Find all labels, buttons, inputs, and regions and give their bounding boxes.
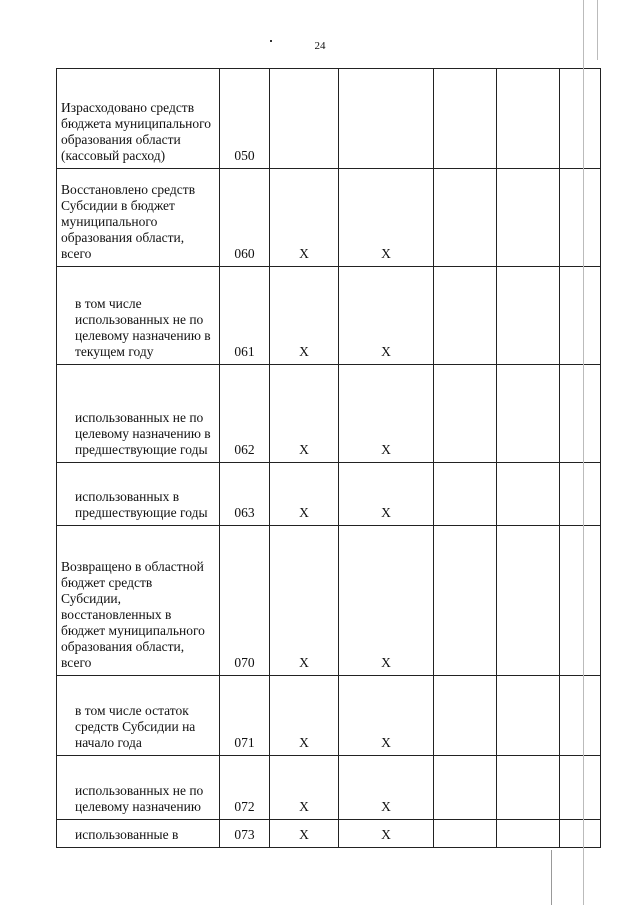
table-row (57, 365, 601, 463)
scan-edge-line (583, 0, 584, 905)
row-label: Израсходовано средств бюджета муниципального образования области (кассовый расход) (57, 69, 220, 169)
empty-cell (560, 169, 601, 267)
empty-cell (560, 526, 601, 676)
empty-cell (434, 169, 497, 267)
row-code: 060 (220, 169, 270, 267)
row-label: в том числе использованных не по целевому назначению в текущем году (57, 267, 220, 365)
row-code: 050 (220, 69, 270, 169)
empty-cell (560, 267, 601, 365)
row-cell: X (339, 820, 434, 848)
row-code: 072 (220, 756, 270, 820)
row-cell: X (339, 463, 434, 526)
empty-cell (497, 69, 560, 169)
row-cell: X (339, 169, 434, 267)
empty-cell (434, 463, 497, 526)
scan-edge-line (551, 850, 552, 905)
empty-cell (497, 526, 560, 676)
row-code: 063 (220, 463, 270, 526)
scan-edge-line (597, 0, 598, 60)
empty-cell (497, 676, 560, 756)
table-row (57, 169, 601, 267)
row-cell (270, 69, 339, 169)
row-cell: X (339, 676, 434, 756)
empty-cell (497, 756, 560, 820)
row-code: 062 (220, 365, 270, 463)
row-label: использованных в предшествующие годы (57, 463, 220, 526)
row-cell (339, 69, 434, 169)
empty-cell (434, 365, 497, 463)
row-code: 070 (220, 526, 270, 676)
row-label: Восстановлено средств Субсидии в бюджет муниципального образования области, всего (57, 169, 220, 267)
empty-cell (497, 365, 560, 463)
empty-cell (434, 267, 497, 365)
scan-speck (270, 40, 272, 42)
empty-cell (497, 169, 560, 267)
report-table (56, 68, 601, 848)
empty-cell (497, 463, 560, 526)
row-cell: X (339, 365, 434, 463)
empty-cell (560, 69, 601, 169)
empty-cell (560, 820, 601, 848)
empty-cell (434, 526, 497, 676)
table-row (57, 820, 601, 848)
row-cell: X (270, 365, 339, 463)
row-label: использованных не по целевому назначению (57, 756, 220, 820)
row-label: Возвращено в областной бюджет средств Субсидии, восстановленных в бюджет муниципального образования области, всего (57, 526, 220, 676)
row-code: 061 (220, 267, 270, 365)
table-row (57, 756, 601, 820)
page-number: 24 (314, 40, 326, 52)
row-cell: X (270, 756, 339, 820)
empty-cell (560, 463, 601, 526)
row-cell: X (270, 526, 339, 676)
empty-cell (497, 820, 560, 848)
row-code: 073 (220, 820, 270, 848)
row-cell: X (270, 463, 339, 526)
row-cell: X (270, 820, 339, 848)
row-cell: X (270, 676, 339, 756)
table-row (57, 463, 601, 526)
table-row (57, 526, 601, 676)
empty-cell (560, 756, 601, 820)
row-cell: X (270, 267, 339, 365)
empty-cell (434, 820, 497, 848)
empty-cell (434, 69, 497, 169)
empty-cell (434, 676, 497, 756)
table-row (57, 69, 601, 169)
row-label: в том числе остаток средств Субсидии на начало года (57, 676, 220, 756)
row-cell: X (270, 169, 339, 267)
row-cell: X (339, 756, 434, 820)
row-cell: X (339, 267, 434, 365)
empty-cell (560, 365, 601, 463)
row-label: использованных не по целевому назначению в предшествующие годы (57, 365, 220, 463)
empty-cell (434, 756, 497, 820)
table-row (57, 267, 601, 365)
empty-cell (560, 676, 601, 756)
empty-cell (497, 267, 560, 365)
row-cell: X (339, 526, 434, 676)
table-row (57, 676, 601, 756)
row-label: использованные в (57, 820, 220, 848)
row-code: 071 (220, 676, 270, 756)
